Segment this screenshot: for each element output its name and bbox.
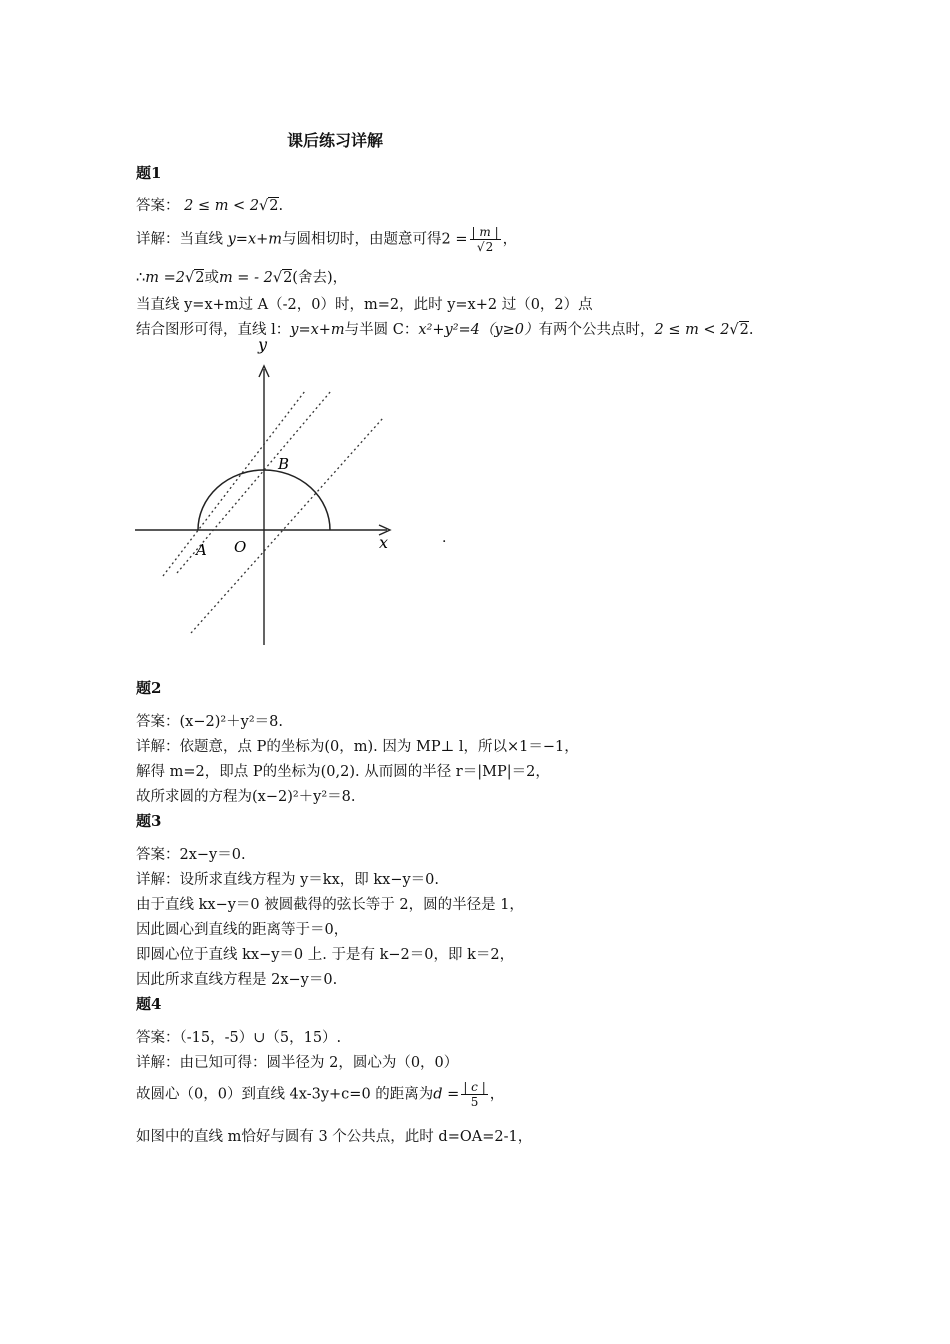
point-b-label: B: [278, 455, 290, 473]
detail-text: 故圆心（0，0）到直线 4x-3y+c=0 的距离为: [136, 1086, 434, 1103]
detail-text: 结合图形可得，直线 l：: [136, 322, 291, 338]
equation-lhs: 2 =: [441, 231, 468, 248]
q3-detail-line-3: 因此圆心到直线的距离等于＝0，: [136, 922, 349, 938]
answer-label: 答案：: [136, 198, 180, 214]
sqrt-symbol: √: [184, 270, 195, 286]
q3-detail-line-4: 即圆心位于直线 kx−y＝0 上. 于是有 k−2＝0，即 k＝2，: [136, 947, 515, 963]
sqrt-symbol: √: [476, 240, 485, 254]
q4-detail-line-2: [136, 1080, 504, 1109]
answer-inequality: 2 ≤ m < 2: [654, 322, 730, 338]
y-axis-label: y: [258, 335, 268, 354]
sqrt-symbol: √: [259, 198, 269, 214]
x-axis-label: x: [379, 533, 389, 552]
q1-answer-line: [136, 194, 283, 215]
fraction-numerator: | c |: [463, 1080, 486, 1094]
detail-text: (舍去)，: [292, 270, 348, 286]
distance-lhs: d =: [433, 1086, 460, 1103]
sqrt-radicand: 2: [283, 270, 293, 286]
point-a-label: A: [196, 541, 207, 559]
q2-detail-line-1: 详解：依题意，点 P的坐标为(0，m). 因为 MP⊥ l，所以×1＝−1，: [136, 739, 579, 755]
line-equation: y=x+m: [227, 231, 283, 248]
circle-equation: x²+y²=4（y≥0）: [418, 322, 539, 338]
fraction: [461, 1080, 487, 1109]
sqrt-symbol: √: [272, 270, 283, 286]
therefore-symbol: ∴: [136, 270, 146, 286]
q1-detail-line-2: [136, 266, 347, 287]
fraction-denominator: 5: [470, 1095, 479, 1109]
detail-text: 与圆相切时，由题意可得: [282, 231, 442, 248]
solution-2: m = - 2: [218, 270, 273, 286]
q1-detail-line-3: 当直线 y=x+m过 A（-2，0）时，m=2，此时 y=x+2 过（0，2）点: [136, 297, 593, 313]
q3-detail-line-2: 由于直线 kx−y＝0 被圆截得的弦长等于 2，圆的半径是 1，: [136, 897, 524, 913]
sqrt-symbol: √: [729, 322, 739, 338]
q4-detail-line-1: 详解：由已知可得：圆半径为 2，圆心为（0，0）: [136, 1055, 459, 1071]
semicircle-figure: [133, 333, 403, 648]
q4-detail-line-3: 如图中的直线 m恰好与圆有 3 个公共点，此时 d=OA=2-1，: [136, 1129, 533, 1145]
detail-text: ，: [489, 1086, 505, 1103]
q2-answer-line: 答案：(x−2)²＋y²＝8.: [136, 714, 284, 730]
question-1-heading: 题1: [136, 164, 162, 182]
q2-detail-line-2: 解得 m=2，即点 P的坐标为(0,2). 从而圆的半径 r＝|MP|＝2，: [136, 764, 550, 780]
detail-text: ，: [502, 231, 518, 248]
detail-text: 或: [204, 270, 219, 286]
fraction-numerator: | m |: [471, 225, 499, 239]
lower-line: [191, 418, 383, 633]
answer-inequality: 2 ≤ m < 2: [184, 198, 260, 214]
q2-detail-line-3: 故所求圆的方程为(x−2)²＋y²＝8.: [136, 789, 356, 805]
q1-detail-line-1: [136, 225, 517, 254]
detail-text: 与半圆 C：: [344, 322, 419, 338]
detail-text: .: [748, 322, 754, 338]
solution-1: m =2: [145, 270, 185, 286]
stray-dot: ·: [442, 534, 447, 550]
sqrt-radicand: 2: [739, 322, 749, 338]
q3-detail-line-1: 详解：设所求直线方程为 y＝kx，即 kx−y＝0.: [136, 872, 440, 888]
answer-period: .: [278, 198, 284, 214]
line-equation: y=x+m: [290, 322, 345, 338]
q4-answer-line: 答案：（-15，-5）∪（5，15）.: [136, 1030, 342, 1046]
q3-detail-line-5: 因此所求直线方程是 2x−y＝0.: [136, 972, 338, 988]
detail-text: 详解：当直线: [136, 231, 228, 248]
fraction: [470, 225, 501, 254]
question-3-heading: 题3: [136, 812, 162, 830]
detail-text: 有两个公共点时，: [538, 322, 655, 338]
fraction-denominator: 2: [485, 240, 494, 254]
sqrt-radicand: 2: [195, 270, 205, 286]
q3-answer-line: 答案：2x−y＝0.: [136, 847, 246, 863]
origin-label: O: [234, 538, 247, 556]
page-title: 课后练习详解: [287, 131, 384, 150]
sqrt-radicand: 2: [269, 198, 279, 214]
question-2-heading: 题2: [136, 679, 162, 697]
question-4-heading: 题4: [136, 995, 162, 1013]
